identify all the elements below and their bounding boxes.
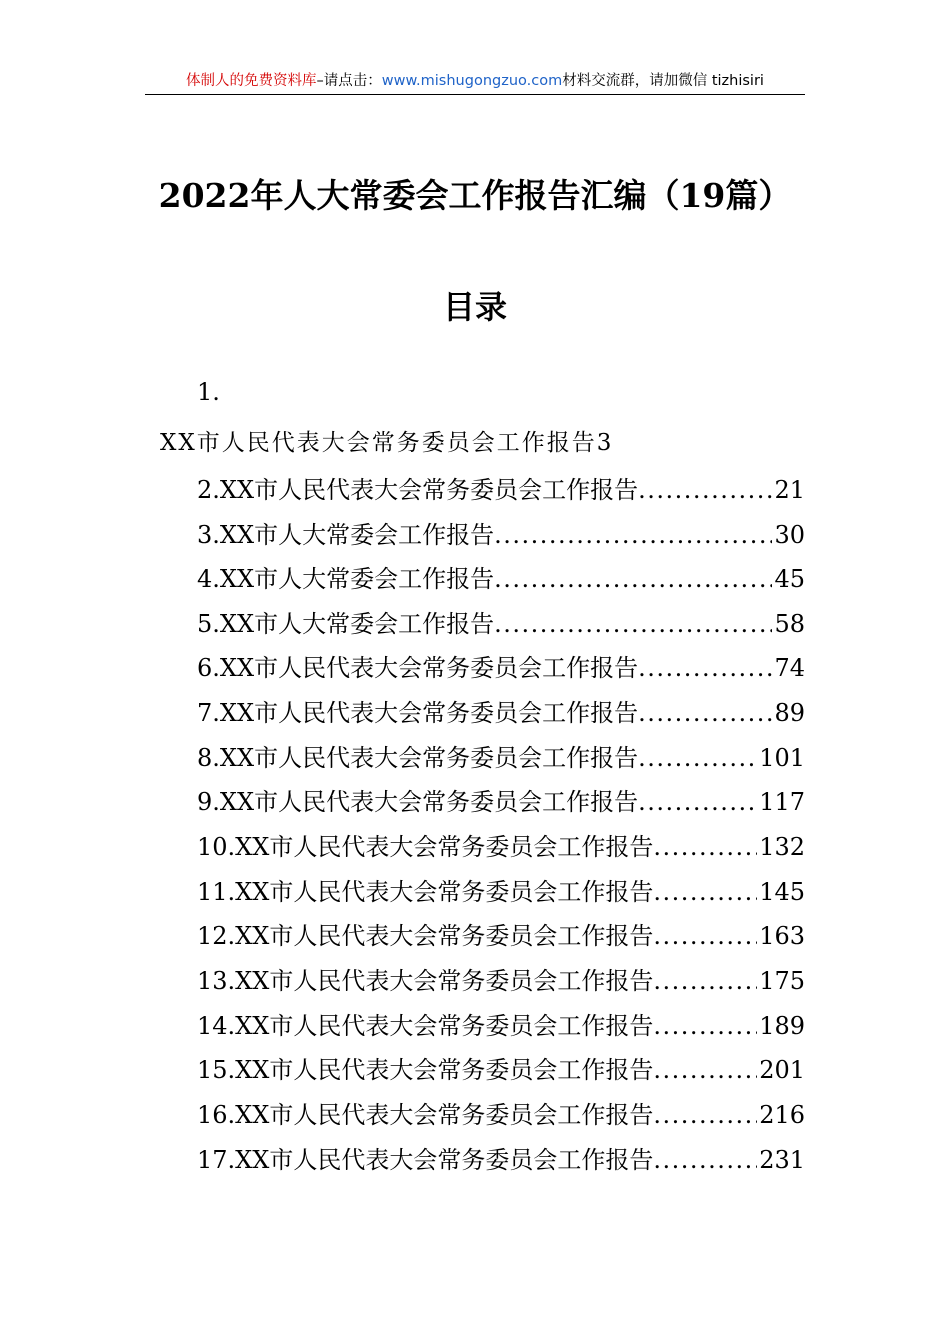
toc-dot-leader xyxy=(638,699,772,727)
header-url-link[interactable]: www.mishugongzuo.com xyxy=(381,73,563,89)
toc-entry-page: 163 xyxy=(759,922,805,950)
toc-dot-leader xyxy=(653,922,757,950)
toc-entry-text: 8.XX市人民代表大会常务委员会工作报告 xyxy=(197,744,639,772)
toc-entry[interactable] xyxy=(197,648,805,682)
toc-entry-text: 15.XX市人民代表大会常务委员会工作报告 xyxy=(197,1056,654,1084)
toc-entry-page: 175 xyxy=(759,967,805,995)
toc-entry-page: 145 xyxy=(759,878,805,906)
toc-dot-leader xyxy=(494,565,772,593)
toc-dot-leader xyxy=(653,967,757,995)
toc-entry[interactable] xyxy=(197,827,805,861)
toc-dot-leader xyxy=(638,476,772,504)
toc-dot-leader xyxy=(653,1012,757,1040)
toc-dot-leader xyxy=(653,833,757,861)
header-prompt: –请点击： xyxy=(316,73,382,89)
toc-first-entry[interactable]: XX市人民代表大会常务委员会工作报告3 xyxy=(160,430,614,456)
toc-entry-page: 231 xyxy=(759,1146,805,1174)
page-header xyxy=(145,70,805,95)
toc-entry[interactable] xyxy=(197,1140,805,1174)
toc-dot-leader xyxy=(653,1146,757,1174)
toc-entry[interactable] xyxy=(197,1006,805,1040)
toc-entry-text: 5.XX市人大常委会工作报告 xyxy=(197,610,495,638)
toc-entry-text: 14.XX市人民代表大会常务委员会工作报告 xyxy=(197,1012,654,1040)
toc-entry-text: 10.XX市人民代表大会常务委员会工作报告 xyxy=(197,833,654,861)
toc-dot-leader xyxy=(653,878,757,906)
toc-entry[interactable] xyxy=(197,1050,805,1084)
toc-entry-page: 58 xyxy=(774,610,805,638)
toc-entry-page: 201 xyxy=(759,1056,805,1084)
toc-entry-page: 30 xyxy=(774,521,805,549)
toc-dot-leader xyxy=(494,610,772,638)
toc-dot-leader xyxy=(638,788,757,816)
toc-entry[interactable] xyxy=(197,515,805,549)
toc-entry-page: 132 xyxy=(759,833,805,861)
toc-entry-text: 2.XX市人民代表大会常务委员会工作报告 xyxy=(197,476,639,504)
toc-entry[interactable] xyxy=(197,470,805,504)
toc-entry[interactable] xyxy=(197,782,805,816)
toc-dot-leader xyxy=(638,654,772,682)
toc-entry-text: 16.XX市人民代表大会常务委员会工作报告 xyxy=(197,1101,654,1129)
toc-entry-page: 117 xyxy=(759,788,805,816)
toc-first-number: 1. xyxy=(197,378,220,406)
toc-entry-text: 4.XX市人大常委会工作报告 xyxy=(197,565,495,593)
toc-entry-text: 17.XX市人民代表大会常务委员会工作报告 xyxy=(197,1146,654,1174)
toc-entry-page: 89 xyxy=(774,699,805,727)
toc-entry-text: 9.XX市人民代表大会常务委员会工作报告 xyxy=(197,788,639,816)
toc-entry-page: 21 xyxy=(774,476,805,504)
toc-dot-leader xyxy=(638,744,757,772)
toc-dot-leader xyxy=(494,521,772,549)
toc-dot-leader xyxy=(653,1056,757,1084)
toc-entry-text: 7.XX市人民代表大会常务委员会工作报告 xyxy=(197,699,639,727)
toc-dot-leader xyxy=(653,1101,757,1129)
toc-entry-page: 216 xyxy=(759,1101,805,1129)
toc-entry-text: 6.XX市人民代表大会常务委员会工作报告 xyxy=(197,654,639,682)
toc-entry[interactable] xyxy=(197,961,805,995)
toc-entry[interactable] xyxy=(197,872,805,906)
header-contact: 材料交流群，请加微信 tizhisiri xyxy=(562,73,764,89)
document-title: 2022年人大常委会工作报告汇编（19篇） xyxy=(158,176,792,215)
toc-entry[interactable] xyxy=(197,916,805,950)
header-site-name: 体制人的免费资料库 xyxy=(186,73,317,89)
toc-entry-text: 13.XX市人民代表大会常务委员会工作报告 xyxy=(197,967,654,995)
toc-entry[interactable] xyxy=(197,1095,805,1129)
toc-entry-page: 189 xyxy=(759,1012,805,1040)
toc-entry-text: 12.XX市人民代表大会常务委员会工作报告 xyxy=(197,922,654,950)
toc-entry-text: 11.XX市人民代表大会常务委员会工作报告 xyxy=(197,878,654,906)
toc-entry-text: 3.XX市人大常委会工作报告 xyxy=(197,521,495,549)
toc-entry[interactable] xyxy=(197,604,805,638)
toc-entry[interactable] xyxy=(197,738,805,772)
toc-entry[interactable] xyxy=(197,693,805,727)
toc-entry-page: 101 xyxy=(759,744,805,772)
toc-heading: 目录 xyxy=(442,288,507,326)
toc-entry[interactable] xyxy=(197,559,805,593)
toc-entry-page: 74 xyxy=(774,654,805,682)
toc-entry-page: 45 xyxy=(774,565,805,593)
